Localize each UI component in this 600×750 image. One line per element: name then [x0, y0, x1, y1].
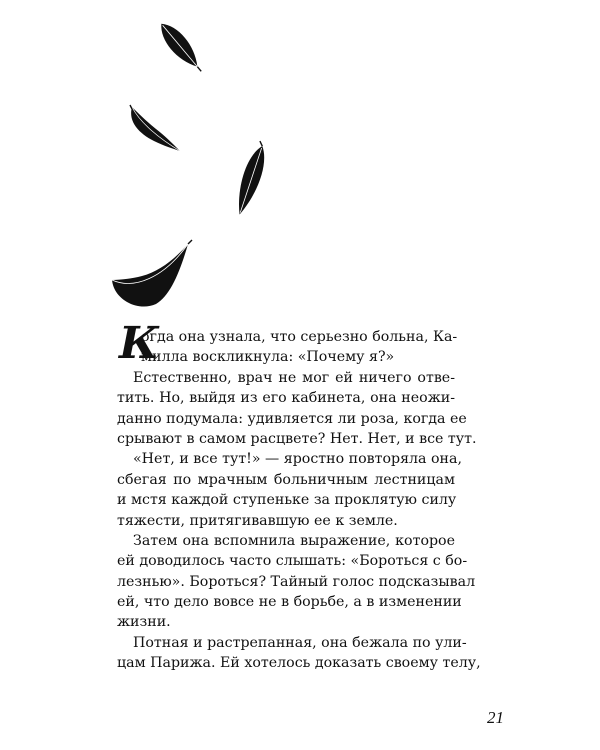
text-line: и мстя каждой ступеньке за проклятую силу — [117, 492, 457, 509]
text-line: цам Парижа. Ей хотелось доказать своему телу, — [117, 655, 481, 672]
text-line: сбегая по мрачным больничным лестницам — [117, 471, 455, 488]
body-text — [117, 318, 481, 674]
drop-cap: К — [119, 318, 160, 369]
text-line: ей доводилось часто слышать: «Бороться с бо- — [117, 553, 468, 570]
text-line: милла воскликнула: «Почему я?» — [141, 349, 395, 366]
text-line: жизни. — [117, 614, 171, 631]
text-line: данно подумала: удивляется ли роза, когда ее — [117, 410, 467, 427]
text-line: огда она узнала, что серьезно больна, Ка- — [141, 329, 458, 345]
text-line: Потная и растрепанная, она бежала по ули- — [133, 634, 467, 651]
text-line: «Нет, и все тут!» — яростно повторяла она, — [133, 451, 462, 468]
text-line: тяжести, притягивавшую ее к земле. — [117, 512, 398, 529]
page-number: 21 — [487, 708, 504, 727]
text-line: ей, что дело вовсе не в борьбе, а в изменении — [117, 594, 462, 611]
feather-icon — [228, 140, 273, 220]
feather-icon — [124, 103, 184, 155]
text-line: тить. Но, выйдя из его кабинета, она неожи- — [117, 390, 455, 407]
feather-icon — [158, 15, 203, 77]
text-line: лезнью». Бороться? Тайный голос подсказывал — [117, 573, 476, 590]
text-line: Естественно, врач не мог ей ничего отве- — [133, 369, 455, 386]
feather-icon — [108, 238, 194, 314]
text-line: срывают в самом расцвете? Нет. Нет, и все тут. — [117, 430, 477, 447]
text-line: Затем она вспомнила выражение, которое — [133, 532, 455, 549]
